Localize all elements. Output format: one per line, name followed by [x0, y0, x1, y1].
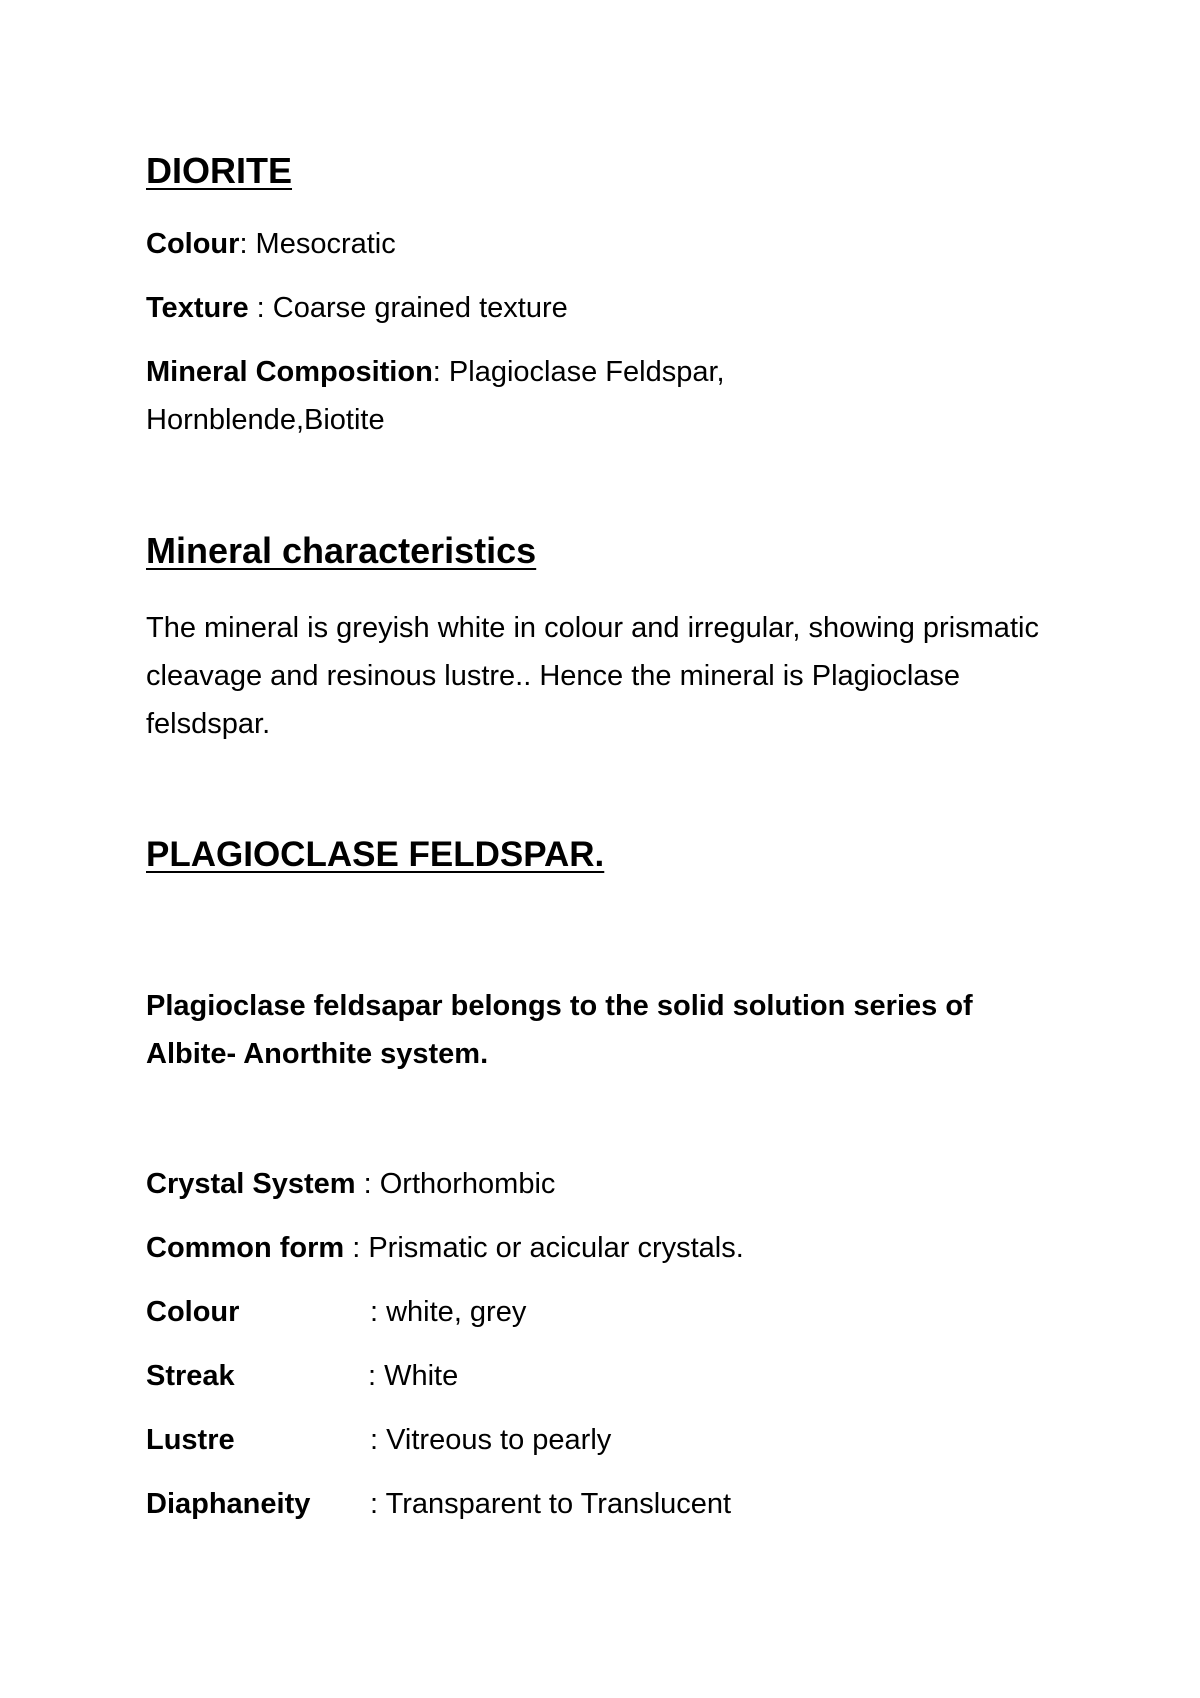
property-label: Streak [146, 1360, 235, 1392]
property-value: : Transparent to Translucent [370, 1488, 732, 1520]
property-value: : Vitreous to pearly [370, 1424, 612, 1456]
mineral-characteristics-text: The mineral is greyish white in colour and irregular, showing prismatic cleavage and resinous lustre.. Hence the mineral is Plagioclase felsdspar. [146, 612, 1039, 740]
property-value: : Prismatic or acicular crystals. [344, 1232, 744, 1264]
property-value: : Orthorhombic [355, 1168, 556, 1200]
diorite-composition-label: Mineral Composition [146, 356, 433, 388]
diorite-heading: DIORITE [146, 150, 293, 191]
diorite-texture-value: : Coarse grained texture [248, 292, 568, 324]
diorite-composition-line-2: Hornblende,Biotite [146, 404, 385, 436]
property-value: : white, grey [370, 1296, 527, 1328]
property-label: Lustre [146, 1424, 235, 1456]
property-common-form [146, 1224, 744, 1272]
plagioclase-heading: PLAGIOCLASE FELDSPAR. [146, 835, 605, 874]
property-label: Diaphaneity [146, 1488, 311, 1520]
property-label: Colour [146, 1296, 240, 1328]
diorite-texture-label: Texture [146, 292, 249, 324]
property-lustre [146, 1416, 611, 1464]
diorite-colour-label: Colour [146, 228, 240, 260]
diorite-texture-line [146, 284, 568, 332]
plagioclase-intro: Plagioclase feldsapar belongs to the solid solution series of Albite- Anorthite system. [146, 990, 973, 1070]
property-value: : White [368, 1360, 459, 1392]
diorite-composition-value: : Plagioclase Feldspar, [432, 356, 725, 388]
property-diaphaneity [146, 1480, 731, 1528]
property-colour [146, 1288, 526, 1336]
property-label: Crystal System [146, 1168, 356, 1200]
property-crystal-system [146, 1160, 555, 1208]
diorite-composition-line [146, 348, 725, 396]
diorite-colour-value: : Mesocratic [239, 228, 396, 260]
property-label: Common form [146, 1232, 345, 1264]
property-streak [146, 1352, 458, 1400]
diorite-colour-line [146, 220, 396, 268]
mineral-characteristics-heading: Mineral characteristics [146, 530, 537, 571]
